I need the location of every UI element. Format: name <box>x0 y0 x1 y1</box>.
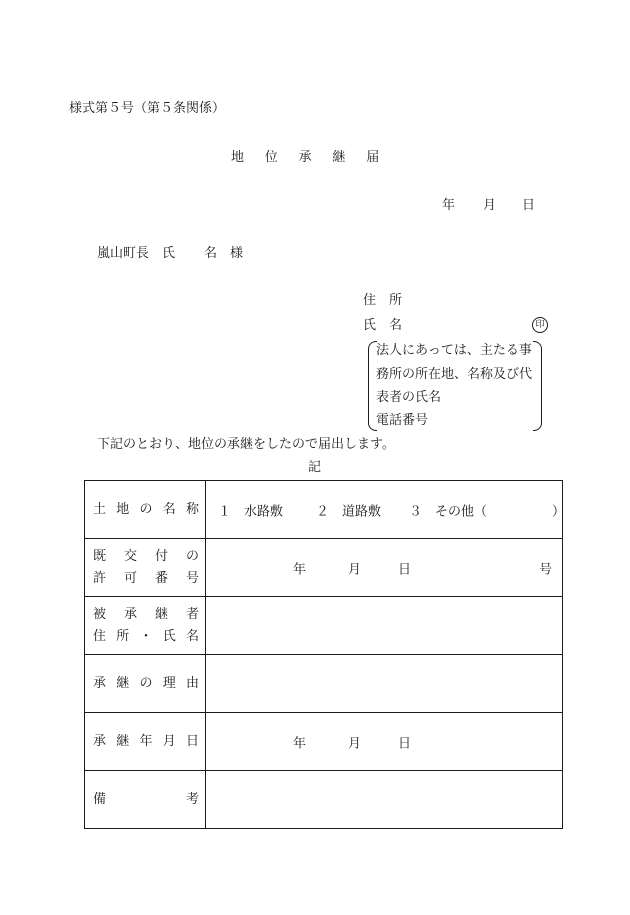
succession-year: 年 <box>293 736 307 751</box>
permit-value-cell[interactable] <box>206 539 563 597</box>
successor-label-line2: 住 所 ・ 氏 名 <box>93 628 199 644</box>
remarks-label-cell <box>85 771 206 829</box>
reason-value-cell[interactable] <box>206 655 563 713</box>
permit-month: 月 <box>348 562 362 577</box>
addressee-name-char: 名 <box>204 246 218 261</box>
permit-label-cell <box>85 539 206 597</box>
option-waterway: １ 水路敷 <box>218 504 284 519</box>
corporate-note-line3: 表者の氏名 <box>376 390 442 405</box>
name-label: 氏 名 <box>363 318 403 333</box>
bracket-right <box>533 341 542 431</box>
corporate-note-line2: 務所の所在地、名称及び代 <box>376 367 533 382</box>
successor-label-cell <box>85 597 206 655</box>
successor-label-line1: 被 承 継 者 <box>93 606 199 622</box>
row-remarks <box>85 771 563 829</box>
remarks-label <box>93 789 199 811</box>
phone-label: 電話番号 <box>376 413 429 428</box>
successor-value-cell[interactable] <box>206 597 563 655</box>
option-other: ３ その他（ <box>409 504 488 519</box>
succession-month: 月 <box>348 736 362 751</box>
ki-heading: 記 <box>308 460 322 475</box>
date-value-cell[interactable] <box>206 713 563 771</box>
permit-day: 日 <box>398 562 412 577</box>
address-label: 住 所 <box>363 293 403 308</box>
date-day: 日 <box>522 198 536 213</box>
addressee-suffix: 様 <box>230 246 244 261</box>
statement: 下記のとおり、地位の承継をしたので届出します。 <box>97 437 395 452</box>
option-road: ２ 道路敷 <box>316 504 382 519</box>
row-successor <box>85 597 563 655</box>
row-reason <box>85 655 563 713</box>
reason-label-cell <box>85 655 206 713</box>
land-name-value-cell[interactable] <box>206 481 566 539</box>
remarks-label-a: 備 <box>93 791 107 807</box>
land-name-label-cell <box>85 481 206 539</box>
addressee-prefix: 嵐山町長 氏 <box>97 246 176 261</box>
remarks-value-cell[interactable] <box>206 771 563 829</box>
option-other-close: ） <box>552 504 566 519</box>
seal-mark: 印 <box>532 317 548 333</box>
document-title <box>231 150 383 166</box>
corporate-note-line1: 法人にあっては、主たる事 <box>376 343 532 358</box>
permit-year: 年 <box>293 562 307 577</box>
permit-label-line1: 既 交 付 の <box>93 548 199 564</box>
date-label: 承 継 年 月 日 <box>93 733 199 749</box>
row-land-name <box>85 481 563 539</box>
row-permit <box>85 539 563 597</box>
reason-label: 承 継 の 理 由 <box>93 675 199 691</box>
succession-day: 日 <box>398 736 412 751</box>
land-name-label: 土 地 の 名 称 <box>93 501 199 517</box>
form-table <box>84 480 566 829</box>
form-number: 様式第５号（第５条関係） <box>69 101 226 116</box>
permit-label-line2: 許 可 番 号 <box>93 570 199 586</box>
document-title-text: 地 位 承 継 届 <box>231 150 384 165</box>
date-month: 月 <box>483 198 497 213</box>
permit-number: 号 <box>539 562 553 577</box>
row-date <box>85 713 563 771</box>
date-label-cell <box>85 713 206 771</box>
remarks-label-b: 考 <box>185 791 199 807</box>
date-year: 年 <box>442 198 456 213</box>
